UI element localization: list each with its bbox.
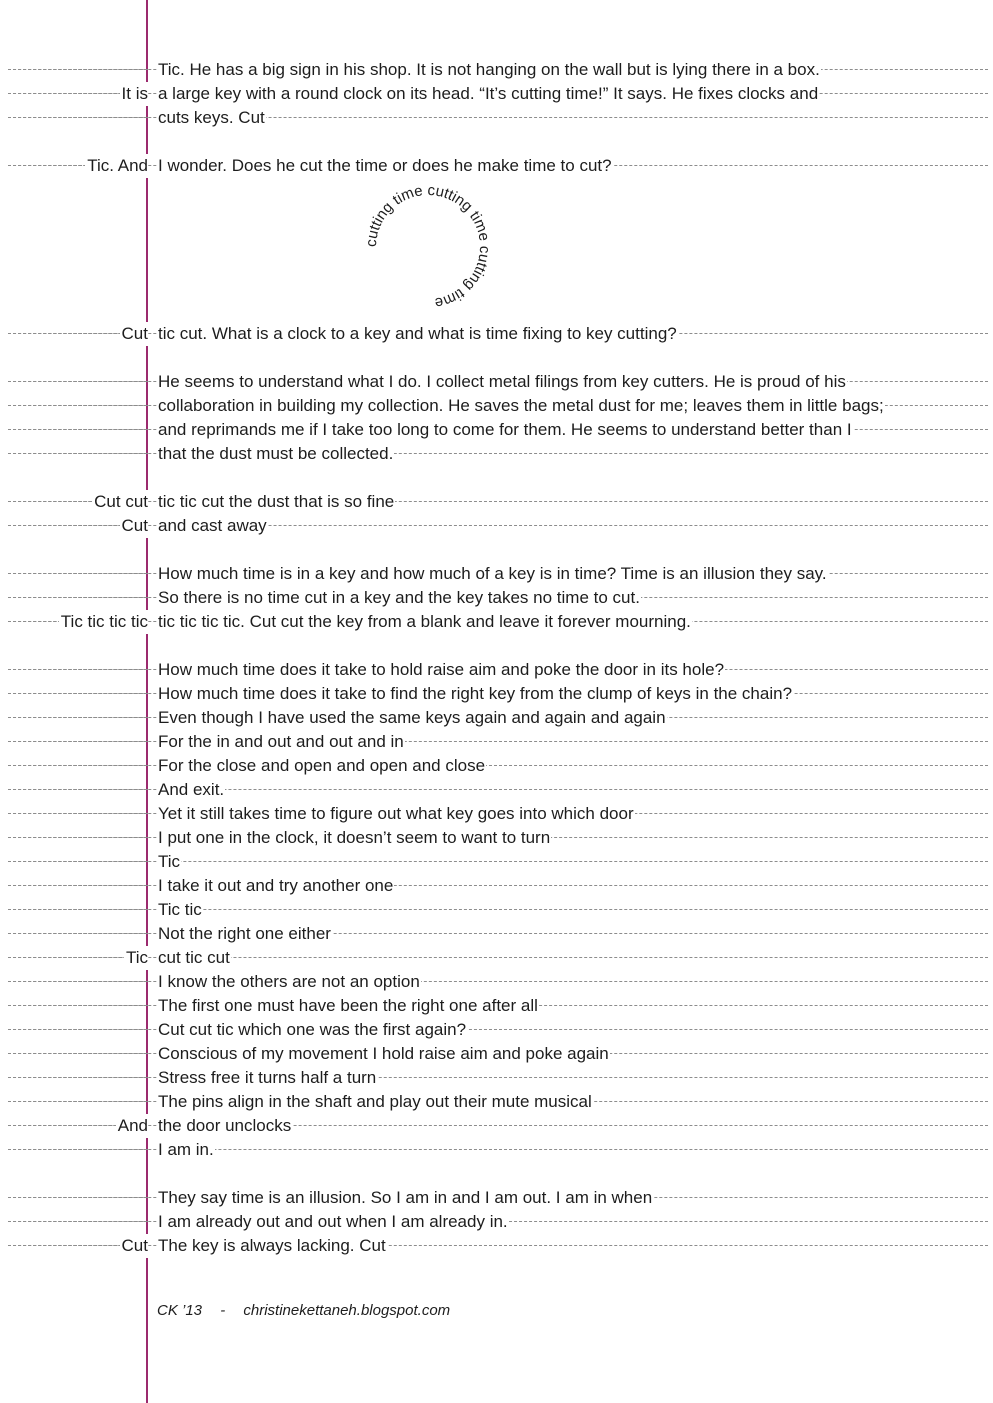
line-text: So there is no time cut in a key and the key takes no time to cut.: [158, 586, 641, 610]
poem-line: [8, 1042, 988, 1066]
line-text: tic cut. What is a clock to a key and what is time fixing to key cutting?: [158, 322, 678, 346]
poem-line: [8, 394, 988, 418]
poem-line: [8, 82, 988, 106]
poem-line: [8, 946, 988, 970]
line-text: tic tic tic tic. Cut cut the key from a blank and leave it forever mourning.: [158, 610, 692, 634]
footer: [157, 1302, 464, 1319]
poem-line: [8, 1234, 988, 1258]
poem-line: [8, 418, 988, 442]
line-text: and cast away: [158, 514, 268, 538]
poem-line: [8, 370, 988, 394]
left-margin-word: And: [116, 1114, 148, 1138]
poem-line: [8, 1018, 988, 1042]
line-text: Tic. He has a big sign in his shop. It is not hanging on the wall but is lying there in a box.: [158, 58, 821, 82]
line-text: And exit.: [158, 778, 225, 802]
left-margin-word: Cut: [120, 514, 148, 538]
poem-line: [8, 754, 988, 778]
poem-line: [8, 1066, 988, 1090]
line-text: cut tic cut: [158, 946, 231, 970]
line-text: The pins align in the shaft and play out their mute musical: [158, 1090, 593, 1114]
line-text: I am already out and out when I am already in.: [158, 1210, 509, 1234]
poem-line: [8, 802, 988, 826]
line-text: I take it out and try another one: [158, 874, 394, 898]
poem-line: [8, 682, 988, 706]
signature: CK ’13: [157, 1302, 203, 1319]
poem-line: [8, 1090, 988, 1114]
poem-line: [8, 922, 988, 946]
poem-line: [8, 994, 988, 1018]
line-text: Tic: [158, 850, 181, 874]
poem-line: [8, 322, 988, 346]
poem-line: [8, 562, 988, 586]
poem-line: [8, 826, 988, 850]
poem-line: [8, 154, 988, 178]
footer-separator: -: [220, 1302, 226, 1319]
line-text: Stress free it turns half a turn: [158, 1066, 377, 1090]
line-text: the door unclocks: [158, 1114, 292, 1138]
line-text: Conscious of my movement I hold raise aim and poke again: [158, 1042, 610, 1066]
line-text: For the close and open and open and close: [158, 754, 486, 778]
line-text: Even though I have used the same keys again and again and again: [158, 706, 667, 730]
line-text: I put one in the clock, it doesn’t seem to want to turn: [158, 826, 551, 850]
poem-line: [8, 610, 988, 634]
line-text: that the dust must be collected.: [158, 442, 394, 466]
line-text: Yet it still takes time to figure out what key goes into which door: [158, 802, 635, 826]
line-text: tic tic cut the dust that is so fine: [158, 490, 395, 514]
line-text: How much time does it take to find the right key from the clump of keys in the chain?: [158, 682, 793, 706]
line-text: a large key with a round clock on its head. “It’s cutting time!” It says. He fixes clocks and: [158, 82, 819, 106]
line-text: I am in.: [158, 1138, 215, 1162]
circular-text: [363, 185, 493, 310]
line-text: The key is always lacking. Cut: [158, 1234, 387, 1258]
poem-line: [8, 514, 988, 538]
poem-line: [8, 850, 988, 874]
poem-line: [8, 970, 988, 994]
left-margin-word: Cut: [120, 1234, 148, 1258]
line-text: For the in and out and out and in: [158, 730, 405, 754]
left-margin-word: Tic. And: [85, 154, 148, 178]
poem-line: [8, 586, 988, 610]
poem-line: [8, 1114, 988, 1138]
poem-line: [8, 706, 988, 730]
poem-line: [8, 658, 988, 682]
left-margin-word: Tic tic tic tic: [59, 610, 148, 634]
line-text: and reprimands me if I take too long to come for them. He seems to understand better than I: [158, 418, 853, 442]
left-margin-word: Cut cut: [92, 490, 148, 514]
line-text: How much time is in a key and how much of a key is in time? Time is an illusion they say.: [158, 562, 828, 586]
poem-line: [8, 898, 988, 922]
poem-line: [8, 442, 988, 466]
poem-line: [8, 778, 988, 802]
line-text: He seems to understand what I do. I collect metal filings from key cutters. He is proud of his: [158, 370, 847, 394]
line-text: collaboration in building my collection. He saves the metal dust for me; leaves them in little bags;: [158, 394, 885, 418]
line-text: The first one must have been the right one after all: [158, 994, 539, 1018]
poem-line: [8, 730, 988, 754]
line-text: They say time is an illusion. So I am in and I am out. I am in when: [158, 1186, 653, 1210]
poem-line: [8, 58, 988, 82]
blog-url: christinekettaneh.blogspot.com: [243, 1302, 451, 1319]
left-margin-word: It is: [120, 82, 148, 106]
poem-line: [8, 490, 988, 514]
line-text: Tic tic: [158, 898, 203, 922]
left-margin-word: Cut: [120, 322, 148, 346]
poem-line: [8, 1138, 988, 1162]
line-text: I know the others are not an option: [158, 970, 421, 994]
line-text: Cut cut tic which one was the first again?: [158, 1018, 467, 1042]
poem-line: [8, 106, 988, 130]
circular-text-clock: [358, 185, 498, 310]
line-text: cuts keys. Cut: [158, 106, 266, 130]
line-text: Not the right one either: [158, 922, 332, 946]
circular-text-path: cutting time cutting time cutting time: [362, 185, 494, 310]
left-margin-word: Tic: [124, 946, 148, 970]
line-text: How much time does it take to hold raise aim and poke the door in its hole?: [158, 658, 725, 682]
line-text: I wonder. Does he cut the time or does he make time to cut?: [158, 154, 613, 178]
poem-line: [8, 1210, 988, 1234]
poem-line: [8, 874, 988, 898]
poem-line: [8, 1186, 988, 1210]
